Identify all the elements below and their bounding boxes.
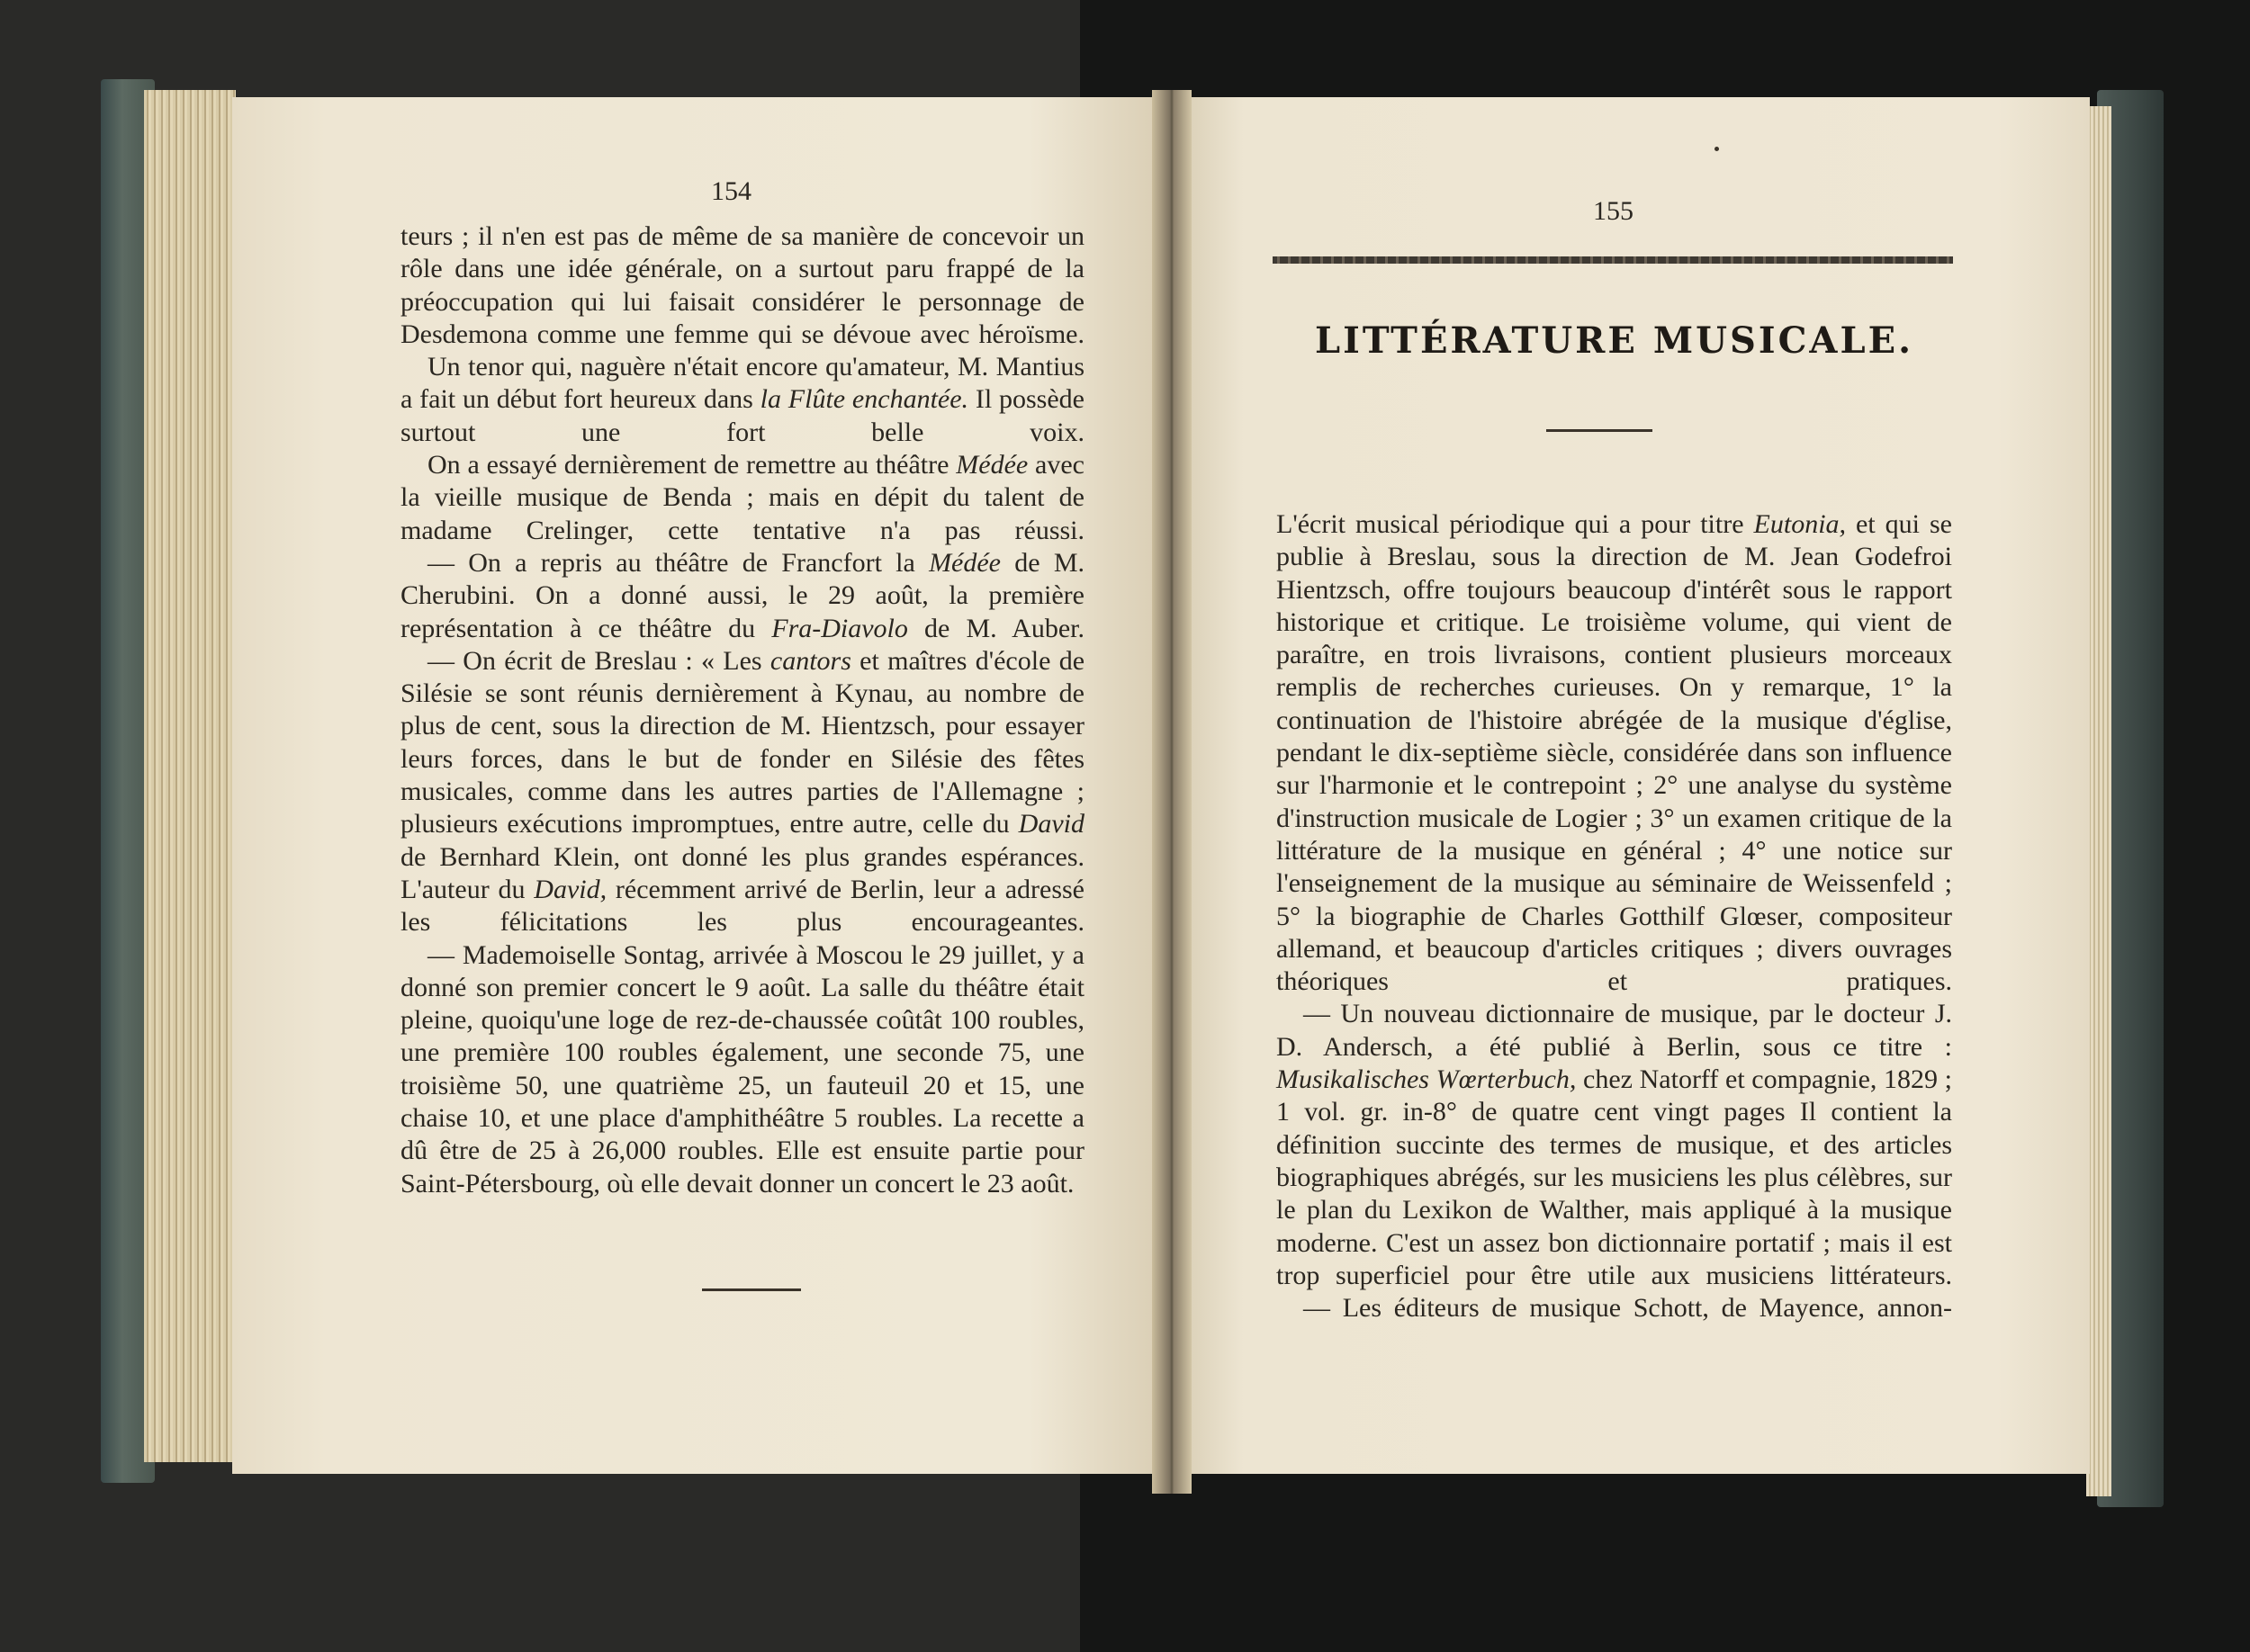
page-edges-right	[2086, 106, 2111, 1496]
book-gutter	[1152, 90, 1192, 1494]
paragraph: Un tenor qui, naguère n'était encore qu'amateur, M. Mantius a fait un début fort heureux dans la Flûte enchantée. Il possède surtout une fort belle voix.	[400, 352, 1084, 447]
paragraph: — Mademoiselle Sontag, arrivée à Moscou le 29 juillet, y a donné son premier concert le 9 août. La salle du théâtre était pleine, quoiqu'une loge de rez-de-chaussée coûtât 100 roubles, une première 100 roubles également, une seconde 75, une troisième 50, une quatrième 25, un fauteuil 20 et 15, une chaise 10, et une place d'amphithéâtre 5 roubles. La recette a dû être de 25 à 26,000 roubles. Elle est ensuite partie pour Saint-Pétersbourg, où elle devait donner un concert le 23 août.	[400, 939, 1084, 1199]
paragraph: — Un nouveau dictionnaire de musique, par le docteur J. D. Andersch, a été publié à Berlin, sous ce titre : Musikalisches Wœrterbuch, chez Natorff et compagnie, 1829 ; 1 vol. gr. in-8° de quatre cent vingt pages Il contient la définition succinte des termes de musique, et des articles biographiques abrégés, sur les musiciens les plus célèbres, sur le plan du Lexikon de Walther, mais appliqué à la musique moderne. C'est un assez bon dictionnaire portatif ; mais il est trop superficiel pour être utile aux musiciens littérateurs.	[1276, 999, 1953, 1290]
paragraph: teurs ; il n'en est pas de même de sa manière de concevoir un rôle dans une idée générale, on a surtout paru frappé de la préoccupation qui lui faisait considérer le personnage de Desdemona comme une femme qui se dévoue avec héroïsme.	[400, 221, 1084, 349]
section-end-rule	[702, 1288, 801, 1291]
paragraph: On a essayé dernièrement de remettre au théâtre Médée avec la vieille musique de Benda ; mais en dépit du talent de madame Crelinger, cette tentative n'a pas réussi.	[400, 450, 1084, 545]
ink-speck	[1714, 147, 1719, 151]
right-page-body	[1276, 508, 1952, 1324]
page-edges-left	[144, 90, 236, 1462]
left-page-body	[400, 220, 1084, 1200]
paragraph: — Les éditeurs de musique Schott, de Mayence, annon-	[1303, 1293, 1952, 1324]
title-rule	[1546, 429, 1652, 432]
paragraph: — On écrit de Breslau : « Les cantors et maîtres d'école de Silésie se sont réunis dernièrement à Kynau, au nombre de plus de cent, sous la direction de M. Hientzsch, pour essayer leurs forces, dans le but de fonder en Silésie des fêtes musicales, comme dans les autres parties de l'Allemagne ; plusieurs exécutions impromptues, entre autre, celle du David de Bernhard Klein, ont donné les plus grandes espérances. L'auteur du David, récemment arrivé de Berlin, leur a adressé les félicitations les plus encourageantes.	[400, 645, 1085, 938]
page-number-right: 155	[1593, 196, 1634, 226]
page-number-left: 154	[711, 176, 752, 206]
paragraph: — On a repris au théâtre de Francfort la Médée de M. Cherubini. On a donné aussi, le 29 août, la première représentation à ce théâtre du Fra-Diavolo de M. Auber.	[400, 547, 1084, 643]
header-rule	[1273, 256, 1953, 264]
paragraph: L'écrit musical périodique qui a pour titre Eutonia, et qui se publie à Breslau, sous la direction de M. Jean Godefroi Hientzsch, offre toujours beaucoup d'intérêt sous le rapport historique et critique. Le troisième volume, qui vient de paraître, en trois livraisons, contient plusieurs morceaux remplis de recherches curieuses. On y remarque, 1° la continuation de l'histoire abrégée de la musique d'église, pendant le dix-septième siècle, considérée dans son influence sur l'harmonie et le contrepoint ; 2° une analyse du système d'instruction musicale de Logier ; 3° un examen critique de la littérature de la musique en général ; 4° une notice sur l'enseignement de la musique au séminaire de Weissenfeld ; 5° la biographie de Charles Gotthilf Glœser, compositeur allemand, et beaucoup d'articles critiques ; divers ouvrages théoriques et pratiques.	[1276, 509, 1952, 997]
section-title: LITTÉRATURE MUSICALE.	[1315, 319, 1913, 362]
